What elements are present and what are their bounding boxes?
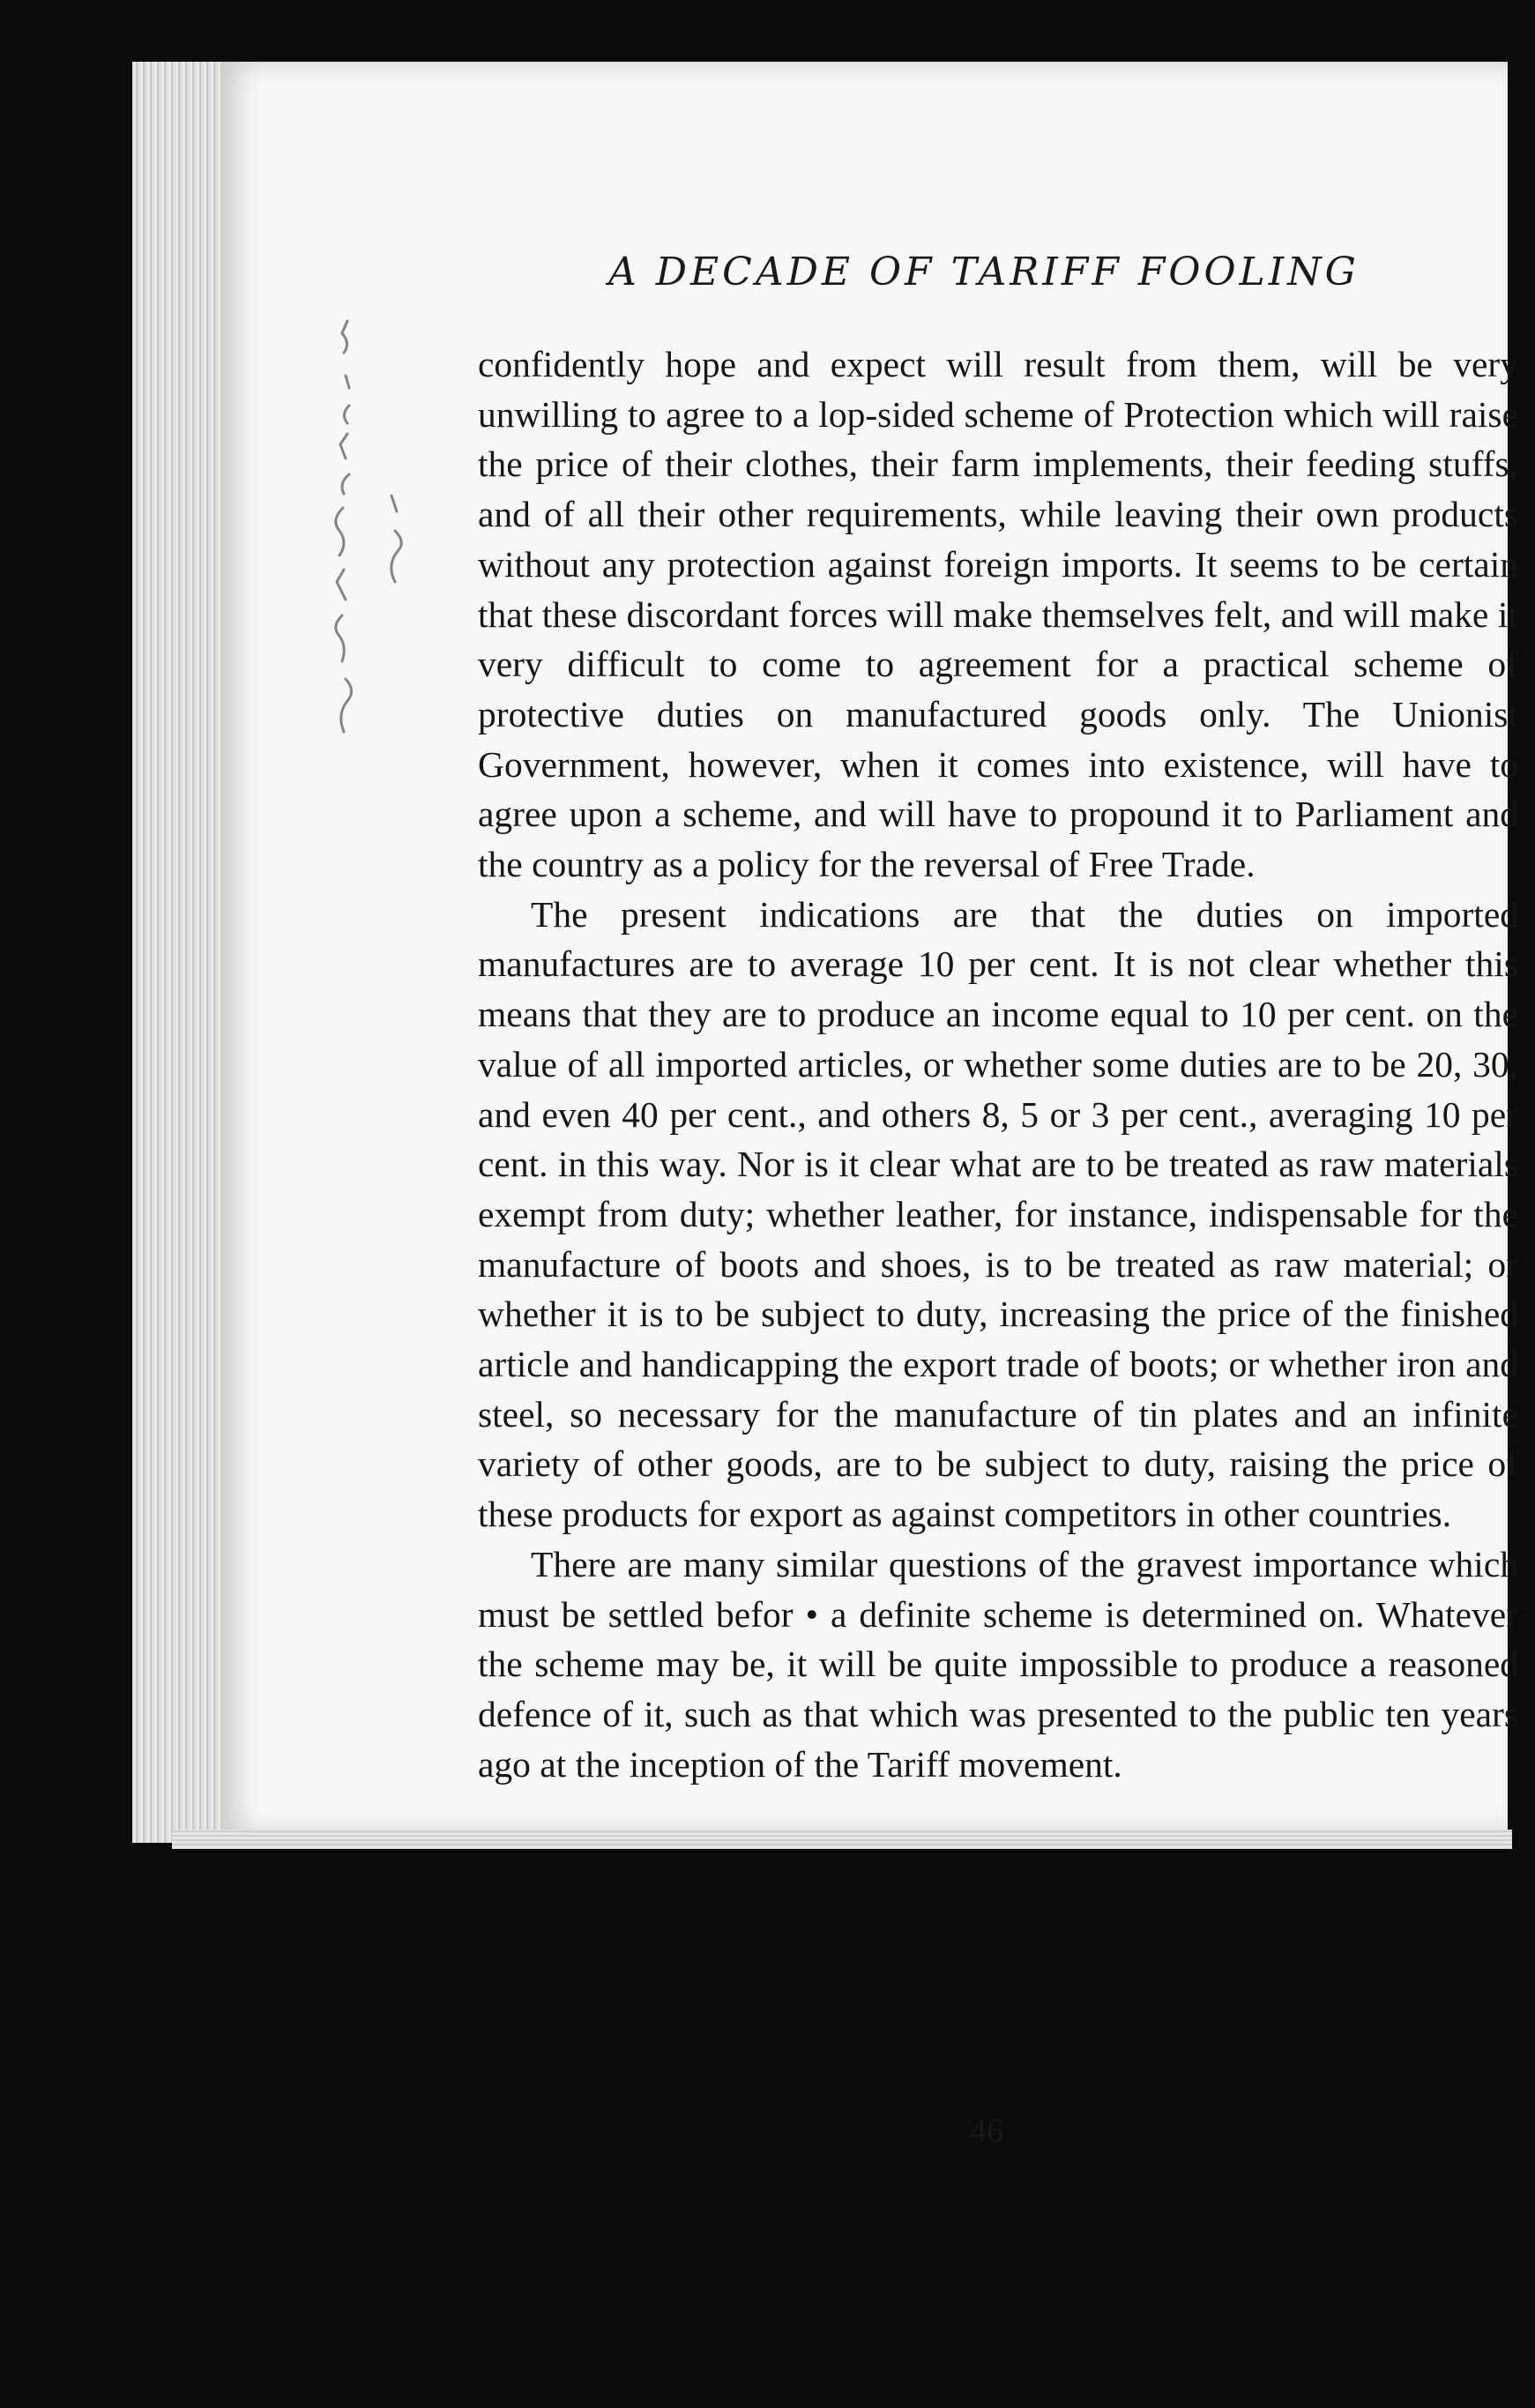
paragraph: The present indications are that the duties on imported manufactures are to average 10 per cent. It is not clear whether this means that they are to produce an income equal to 10 per cent. on the value of all imported articles, or whether some duties are to be 20, 30, and even 40 per cent., and others 8, 5 or 3 per cent., averaging 10 per cent. in this way. Nor is it clear what are to be treated as raw materials exempt from duty; whether leather, for instance, indispensable for the manufacture of boots and shoes, is to be treated as raw material; or whether it is to be subject to duty, increasing the price of the finished article and handicapping the export trade of boots; or whether iron and steel, so necessary for the manufacture of tin plates and an infinite variety of other goods, are to be subject to duty, raising the price of these products for export as against competitors in other countries.	[478, 893, 1518, 1535]
running-head: A DECADE OF TARIFF FOOLING	[608, 250, 1360, 294]
handwritten-margin-note	[291, 291, 423, 767]
page-number: 46	[970, 2113, 1003, 2150]
page-bottom-edges	[172, 1830, 1512, 1849]
paragraph: There are many similar questions of the gravest importance which must be settled befor • a definite scheme is determined on. Whatever the scheme may be, it will be quite impossible to produce a reasoned defence of it, such as that which was presented to the public ten years ago at the inception of the Tariff movement.	[478, 1543, 1518, 1785]
body-text	[478, 339, 1518, 1789]
paragraph: confidently hope and expect will result from them, will be very unwilling to agree to a lop-sided scheme of Protection which will raise the price of their clothes, their farm implements, their feeding stuffs, and of all their other requirements, while leaving their own products without any protection against foreign imports. It seems to be certain that these discordant forces will make themselves felt, and will make it very difficult to come to agreement for a practical scheme of protective duties on manufactured goods only. The Unionist Government, however, when it comes into existence, will have to agree upon a scheme, and will have to propound it to Parliament and the country as a policy for the reversal of Free Trade.	[478, 344, 1518, 885]
